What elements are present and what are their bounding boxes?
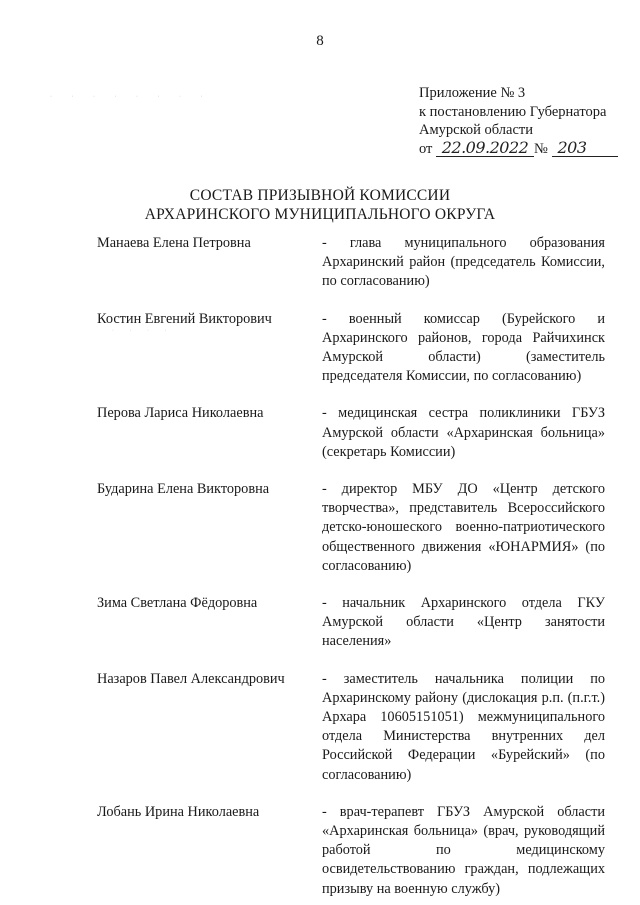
member-row: [97, 234, 605, 292]
member-role: - заместитель начальника полиции по Архаринскому району (дислокация р.п. (п.г.т.) Архара 10605151051) межмуниципального отдела Министерства внутренних дел Российской Федерации «Бурейский» (по согласованию): [322, 670, 605, 783]
appendix-number: Приложение № 3: [419, 85, 526, 101]
title-line-2: АРХАРИНСКОГО МУНИЦИПАЛЬНОГО ОКРУГА: [144, 206, 496, 223]
member-row: [97, 594, 605, 652]
member-role: - глава муниципального образования Архаринский район (председатель Комиссии, по согласованию): [322, 235, 605, 290]
member-row: [97, 803, 605, 899]
member-name: Манаева Елена Петровна: [97, 235, 251, 251]
member-name: Бударина Елена Викторовна: [97, 481, 270, 498]
member-name: Костин Евгений Викторович: [97, 310, 272, 327]
member-role: - военный комиссар (Бурейского и Архаринского районов, города Райчихинск Амурской области) (заместитель председателя Комиссии, по согласованию): [322, 310, 605, 385]
appendix-header: [419, 84, 624, 158]
member-role: - врач-терапевт ГБУЗ Амурской области «Архаринская больница» (врач, руководящий работой по медицинскому освидетельствованию граждан, подлежащих призыву на военную службу): [322, 803, 605, 897]
member-name: Перова Лариса Николаевна: [97, 405, 264, 422]
commission-members-list: [97, 234, 605, 899]
handwritten-number: 203: [552, 140, 618, 157]
member-name: Зима Светлана Фёдоровна: [97, 595, 258, 612]
member-name: Лобань Ирина Николаевна: [97, 803, 260, 820]
member-role: - начальник Архаринского отдела ГКУ Амурской области «Центр занятости населения»: [322, 595, 605, 650]
member-row: [97, 404, 605, 462]
member-role: - медицинская сестра поликлиники ГБУЗ Амурской области «Архаринская больница» (секретарь Комиссии): [322, 405, 605, 460]
member-row: [97, 480, 605, 576]
page-number: 8: [316, 33, 324, 49]
scan-artifact: · · · · · · · ·: [50, 94, 212, 100]
handwritten-date: 22.09.2022: [436, 140, 534, 157]
number-prefix: №: [534, 140, 548, 157]
member-name: Назаров Павел Александрович: [97, 670, 285, 687]
member-row: [97, 670, 605, 785]
document-title: [0, 186, 640, 224]
member-role: - директор МБУ ДО «Центр детского творчества», представитель Всероссийского детско-юношеского военно-патриотического общественного движения «ЮНАРМИЯ» (по согласованию): [322, 481, 605, 574]
date-prefix: от: [419, 140, 433, 157]
title-line-1: СОСТАВ ПРИЗЫВНОЙ КОМИССИИ: [189, 187, 451, 204]
appendix-resolution: к постановлению Губернатора: [419, 103, 607, 120]
member-row: [97, 310, 605, 387]
scan-artifact: · · · ·: [112, 328, 174, 334]
appendix-date-number-row: [419, 137, 624, 159]
appendix-region: Амурской области: [419, 122, 533, 138]
